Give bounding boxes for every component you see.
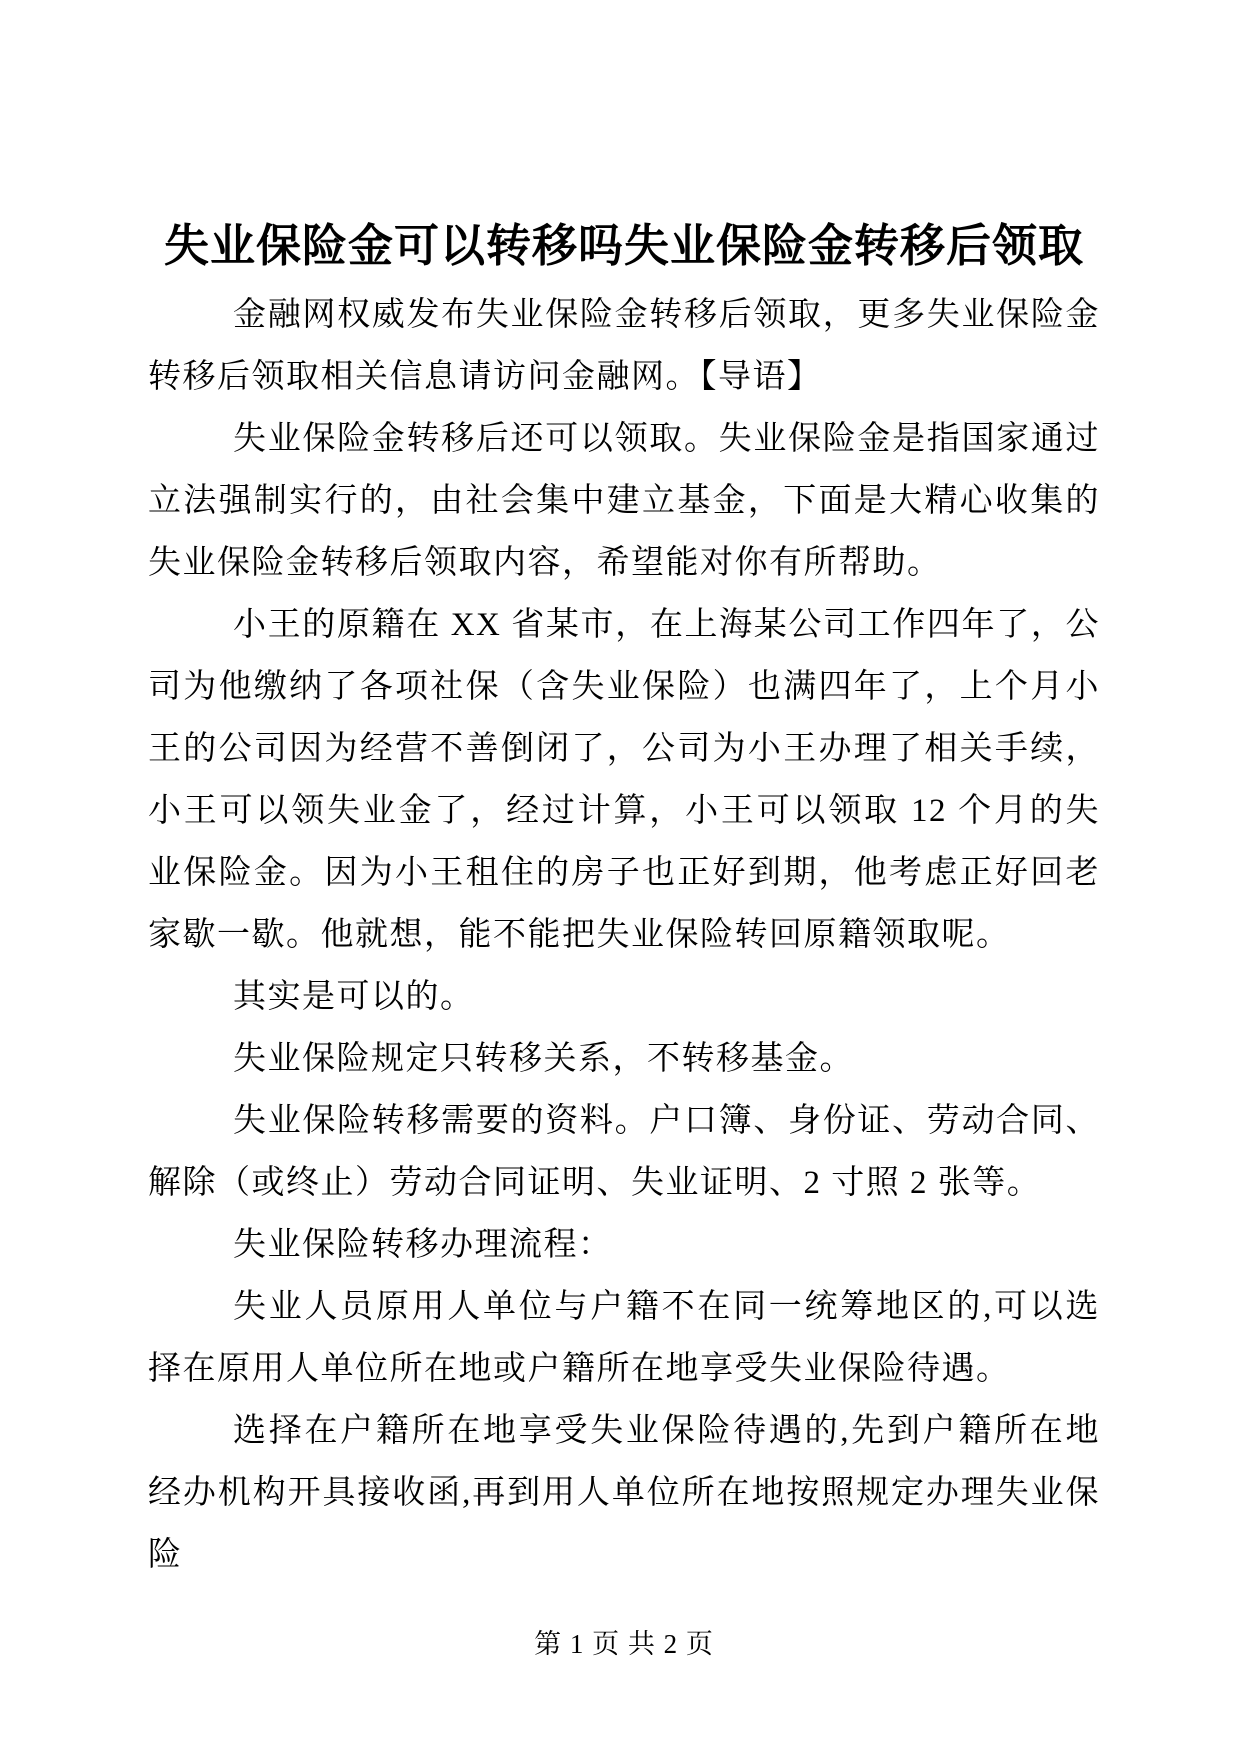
document-title: 失业保险金可以转移吗失业保险金转移后领取 [163, 220, 1084, 271]
page-number-indicator: 第 1 页 共 2 页 [534, 1629, 714, 1659]
paragraph-overview: 失业保险金转移后还可以领取。失业保险金是指国家通过立法强制实行的，由社会集中建立基金，下面是大精心收集的失业保险金转移后领取内容，希望能对你有所帮助。 [148, 421, 1100, 582]
paragraph-story: 小王的原籍在 XX 省某市，在上海某公司工作四年了，公司为他缴纳了各项社保（含失业保险）也满四年了，上个月小王的公司因为经营不善倒闭了，公司为小王办理了相关手续，小王可以领失业金了，经过计算，小王可以领取 12 个月的失业保险金。因为小王租住的房子也正好到期，他考虑正好回老家歇一歇。他就想，能不能把失业保险转回原籍领取呢。 [148, 607, 1100, 954]
paragraph-process-heading: 失业保险转移办理流程： [233, 1227, 613, 1264]
document-content [148, 0, 1100, 1586]
paragraph-materials: 失业保险转移需要的资料。户口簿、身份证、劳动合同、解除（或终止）劳动合同证明、失业证明、2 寸照 2 张等。 [148, 1103, 1100, 1202]
paragraph-process-steps: 选择在户籍所在地享受失业保险待遇的,先到户籍所在地经办机构开具接收函,再到用人单位所在地按照规定办理失业保险 [148, 1413, 1100, 1574]
paragraph-process-choice: 失业人员原用人单位与户籍不在同一统筹地区的,可以选择在原用人单位所在地或户籍所在地享受失业保险待遇。 [148, 1289, 1100, 1388]
paragraph-rule: 失业保险规定只转移关系，不转移基金。 [233, 1041, 854, 1078]
paragraph-intro: 金融网权威发布失业保险金转移后领取，更多失业保险金转移后领取相关信息请访问金融网。【导语】 [148, 297, 1100, 396]
paragraph-answer: 其实是可以的。 [233, 979, 475, 1016]
page-footer [148, 1622, 1100, 1661]
